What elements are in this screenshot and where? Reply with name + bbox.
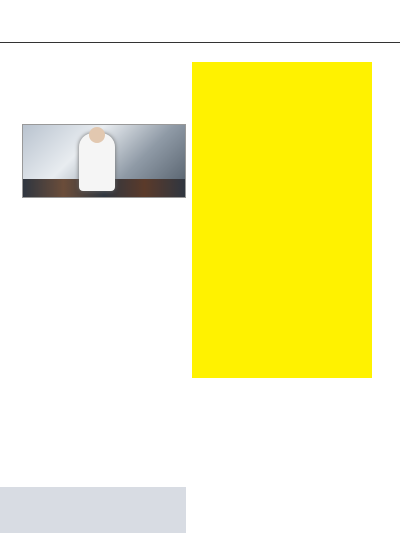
page-header	[0, 0, 400, 40]
notices-content	[192, 62, 372, 65]
article-column	[0, 58, 186, 478]
mass-schedule	[192, 430, 400, 533]
pope-photo	[22, 124, 186, 198]
header-rule	[0, 42, 400, 43]
head-shape	[89, 127, 105, 143]
notices-box	[192, 62, 372, 378]
knisja-notice	[192, 388, 400, 418]
edge-column	[374, 62, 400, 378]
quote-box	[0, 487, 186, 533]
